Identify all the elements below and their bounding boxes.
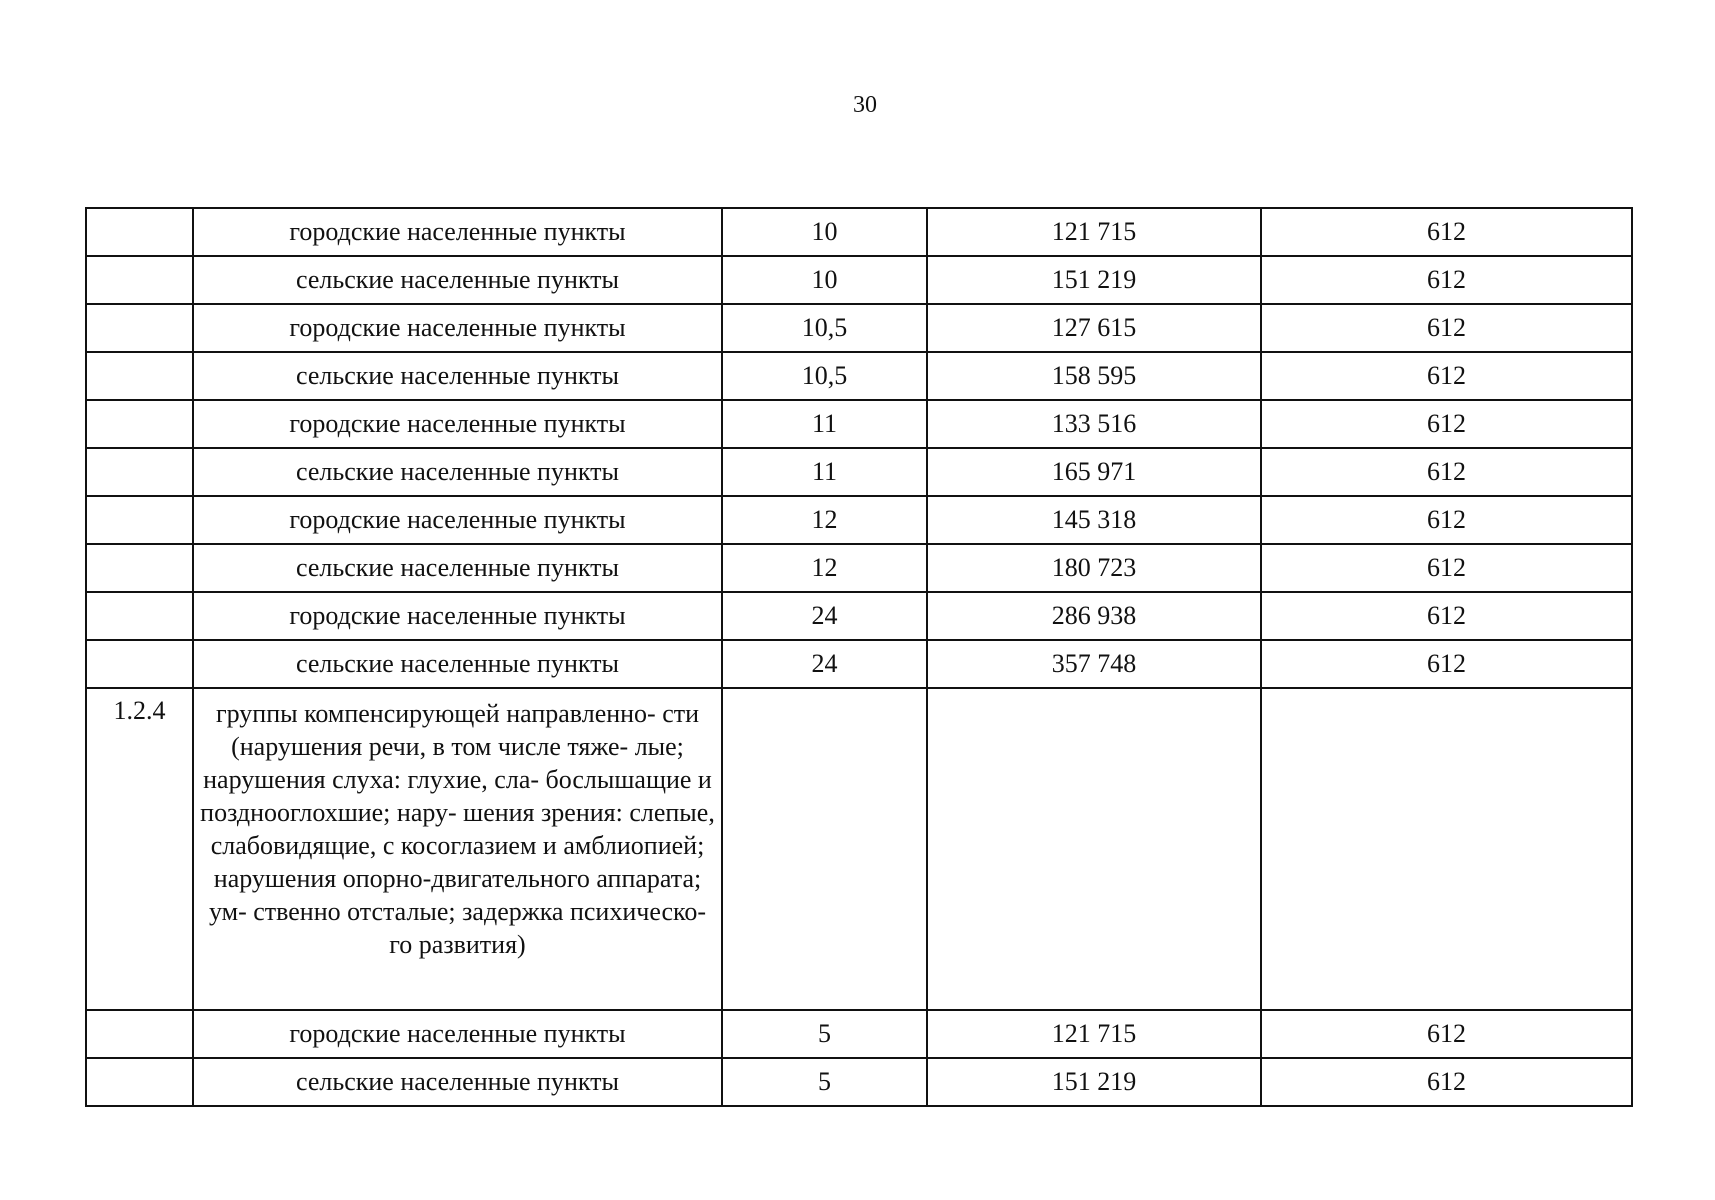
row-name-cell: городские населенные пункты: [193, 400, 722, 448]
row-code2-cell: 612: [1261, 592, 1632, 640]
row-code2-cell: 612: [1261, 496, 1632, 544]
row-name-cell: сельские населенные пункты: [193, 352, 722, 400]
row-amount-cell: 121 715: [927, 208, 1261, 256]
table-row: [86, 640, 1632, 688]
row-value-cell: 10: [722, 208, 927, 256]
row-code-cell: [86, 1058, 193, 1106]
row-amount-cell: 357 748: [927, 640, 1261, 688]
row-value-cell: 5: [722, 1010, 927, 1058]
row-amount-cell: 151 219: [927, 256, 1261, 304]
row-code-cell: [86, 208, 193, 256]
row-code-cell: [86, 352, 193, 400]
row-value-cell: [722, 688, 927, 1010]
row-name-cell: городские населенные пункты: [193, 496, 722, 544]
row-code2-cell: 612: [1261, 256, 1632, 304]
row-amount-cell: 151 219: [927, 1058, 1261, 1106]
row-code2-cell: 612: [1261, 544, 1632, 592]
row-name-cell: сельские населенные пункты: [193, 448, 722, 496]
table-row: [86, 592, 1632, 640]
data-table-container: [85, 207, 1633, 1107]
row-amount-cell: 145 318: [927, 496, 1261, 544]
table-row: [86, 352, 1632, 400]
row-value-cell: 12: [722, 544, 927, 592]
table-row: [86, 304, 1632, 352]
row-name-cell: городские населенные пункты: [193, 304, 722, 352]
row-code-cell: [86, 640, 193, 688]
row-value-cell: 11: [722, 400, 927, 448]
row-value-cell: 10,5: [722, 304, 927, 352]
row-value-cell: 12: [722, 496, 927, 544]
row-value-cell: 10: [722, 256, 927, 304]
row-code-cell: [86, 304, 193, 352]
row-code2-cell: 612: [1261, 208, 1632, 256]
row-value-cell: 5: [722, 1058, 927, 1106]
table-row-section: [86, 688, 1632, 1010]
row-code-cell: [86, 544, 193, 592]
table-row: [86, 400, 1632, 448]
table-row: [86, 448, 1632, 496]
row-code2-cell: 612: [1261, 400, 1632, 448]
row-name-cell: сельские населенные пункты: [193, 1058, 722, 1106]
table-row: [86, 256, 1632, 304]
row-value-cell: 11: [722, 448, 927, 496]
section-description-cell: группы компенсирующей направленно- сти (нарушения речи, в том числе тяже- лые; нарушения слуха: глухие, сла- бослышащие и позднооглохшие; нару- шения зрения: слепые, слабовидящие, с косоглазием и амблиопией; нарушения опорно-двигательного аппарата; ум- ственно отсталые; задержка психическо- го развития): [193, 688, 722, 1010]
table-row: [86, 208, 1632, 256]
row-code2-cell: 612: [1261, 448, 1632, 496]
row-code2-cell: 612: [1261, 1010, 1632, 1058]
row-code2-cell: 612: [1261, 640, 1632, 688]
row-amount-cell: 180 723: [927, 544, 1261, 592]
section-code-cell: 1.2.4: [86, 688, 193, 1010]
row-code-cell: [86, 496, 193, 544]
row-amount-cell: 121 715: [927, 1010, 1261, 1058]
row-amount-cell: 286 938: [927, 592, 1261, 640]
row-name-cell: городские населенные пункты: [193, 208, 722, 256]
row-name-cell: сельские населенные пункты: [193, 256, 722, 304]
row-code2-cell: 612: [1261, 304, 1632, 352]
row-code2-cell: [1261, 688, 1632, 1010]
row-code-cell: [86, 256, 193, 304]
row-code-cell: [86, 592, 193, 640]
data-table: [85, 207, 1633, 1107]
row-amount-cell: [927, 688, 1261, 1010]
page-number: 30: [853, 92, 877, 118]
row-value-cell: 24: [722, 640, 927, 688]
row-amount-cell: 127 615: [927, 304, 1261, 352]
row-amount-cell: 133 516: [927, 400, 1261, 448]
row-code-cell: [86, 400, 193, 448]
row-code-cell: [86, 448, 193, 496]
row-value-cell: 24: [722, 592, 927, 640]
row-value-cell: 10,5: [722, 352, 927, 400]
table-row: [86, 496, 1632, 544]
row-amount-cell: 165 971: [927, 448, 1261, 496]
row-code-cell: [86, 1010, 193, 1058]
row-code2-cell: 612: [1261, 1058, 1632, 1106]
row-amount-cell: 158 595: [927, 352, 1261, 400]
table-row: [86, 544, 1632, 592]
table-row: [86, 1010, 1632, 1058]
row-name-cell: сельские населенные пункты: [193, 640, 722, 688]
row-name-cell: городские населенные пункты: [193, 592, 722, 640]
row-name-cell: сельские населенные пункты: [193, 544, 722, 592]
row-code2-cell: 612: [1261, 352, 1632, 400]
row-name-cell: городские населенные пункты: [193, 1010, 722, 1058]
table-row: [86, 1058, 1632, 1106]
